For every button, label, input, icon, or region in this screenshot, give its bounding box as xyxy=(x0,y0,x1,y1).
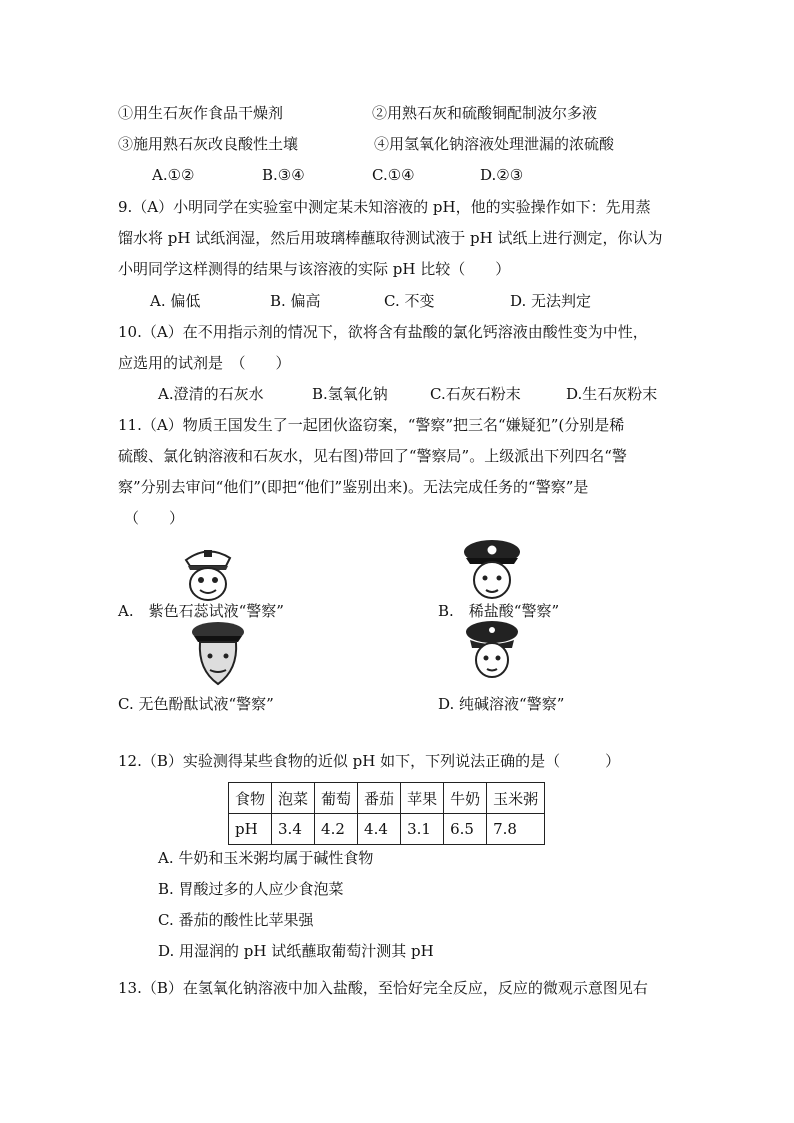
q11-choice-c: C. 无色酚酞试液“警察” xyxy=(118,695,274,713)
q10-line-1: 10.（A）在不用指示剂的情况下，欲将含有盐酸的氯化钙溶液由酸性变为中性， xyxy=(118,323,648,341)
q10-choice-d: D.生石灰粉末 xyxy=(566,385,658,403)
q10-choice-b: B.氢氧化钠 xyxy=(312,385,388,403)
police-face-d-illustration xyxy=(462,618,522,682)
q9-choice-a: A. 偏低 xyxy=(150,292,201,310)
table-cell: 7.8 xyxy=(487,814,545,845)
q13-line-1: 13.（B）在氢氧化钠溶液中加入盐酸，至恰好完全反应，反应的微观示意图见右 xyxy=(118,979,648,997)
table-cell: 4.2 xyxy=(315,814,358,845)
q12-choice-a: A. 牛奶和玉米粥均属于碱性食物 xyxy=(158,849,374,867)
table-cell: 玉米粥 xyxy=(487,783,545,814)
q8-choice-b: B.③④ xyxy=(262,166,305,184)
q11-line-1: 11.（A）物质王国发生了一起团伙盗窃案，“警察”把三名“嫌疑犯”(分别是稀 xyxy=(118,416,625,434)
police-face-b-illustration xyxy=(460,536,524,604)
table-cell: 食物 xyxy=(229,783,272,814)
q10-line-2: 应选用的试剂是 （ ） xyxy=(118,354,291,372)
table-row xyxy=(229,783,545,814)
q8-choice-d: D.②③ xyxy=(480,166,524,184)
table-cell: 番茄 xyxy=(358,783,401,814)
q11-choice-a: A. 紫色石蕊试液“警察” xyxy=(118,602,284,620)
q11-line-2: 硫酸、氯化钠溶液和石灰水，见右图)带回了“警察局”。上级派出下列四名“警 xyxy=(118,447,627,465)
table-cell: 3.4 xyxy=(272,814,315,845)
q12-choice-d: D. 用湿润的 pH 试纸蘸取葡萄汁测其 pH xyxy=(158,942,434,960)
q9-line-2: 馏水将 pH 试纸润湿，然后用玻璃棒蘸取待测试液于 pH 试纸上进行测定，你认为 xyxy=(118,229,663,247)
q9-choice-d: D. 无法判定 xyxy=(510,292,592,310)
q12-choice-b: B. 胃酸过多的人应少食泡菜 xyxy=(158,880,344,898)
ph-table xyxy=(228,782,545,845)
table-cell: 泡菜 xyxy=(272,783,315,814)
table-cell: pH xyxy=(229,814,272,845)
police-face-a-illustration xyxy=(180,544,236,604)
table-cell: 4.4 xyxy=(358,814,401,845)
q12-line-1: 12.（B）实验测得某些食物的近似 pH 如下，下列说法正确的是（ ） xyxy=(118,752,621,770)
q11-line-3: 察”分别去审问“他们”(即把“他们”鉴别出来)。无法完成任务的“警察”是 xyxy=(118,478,589,496)
q10-choice-a: A.澄清的石灰水 xyxy=(158,385,264,403)
q8-option-3: ③施用熟石灰改良酸性土壤 xyxy=(118,135,299,153)
q10-choice-c: C.石灰石粉末 xyxy=(430,385,521,403)
q8-option-2: ②用熟石灰和硫酸铜配制波尔多液 xyxy=(372,104,598,122)
q8-choice-c: C.①④ xyxy=(372,166,415,184)
q8-option-4: ④用氢氧化钠溶液处理泄漏的浓硫酸 xyxy=(374,135,615,153)
table-cell: 牛奶 xyxy=(444,783,487,814)
q9-choice-c: C. 不变 xyxy=(384,292,435,310)
table-row xyxy=(229,814,545,845)
table-cell: 6.5 xyxy=(444,814,487,845)
q12-choice-c: C. 番茄的酸性比苹果强 xyxy=(158,911,314,929)
q8-choice-a: A.①② xyxy=(152,166,195,184)
police-face-c-illustration xyxy=(188,618,248,692)
q11-choice-b: B. 稀盐酸“警察” xyxy=(438,602,560,620)
table-cell: 葡萄 xyxy=(315,783,358,814)
table-cell: 苹果 xyxy=(401,783,444,814)
q11-line-4: （ ） xyxy=(124,509,185,527)
q9-line-3: 小明同学这样测得的结果与该溶液的实际 pH 比较（ ） xyxy=(118,260,511,278)
q11-choice-d: D. 纯碱溶液“警察” xyxy=(438,695,565,713)
q9-line-1: 9.（A）小明同学在实验室中测定某未知溶液的 pH，他的实验操作如下：先用蒸 xyxy=(118,198,651,216)
q9-choice-b: B. 偏高 xyxy=(270,292,321,310)
q8-option-1: ①用生石灰作食品干燥剂 xyxy=(118,104,284,122)
table-cell: 3.1 xyxy=(401,814,444,845)
